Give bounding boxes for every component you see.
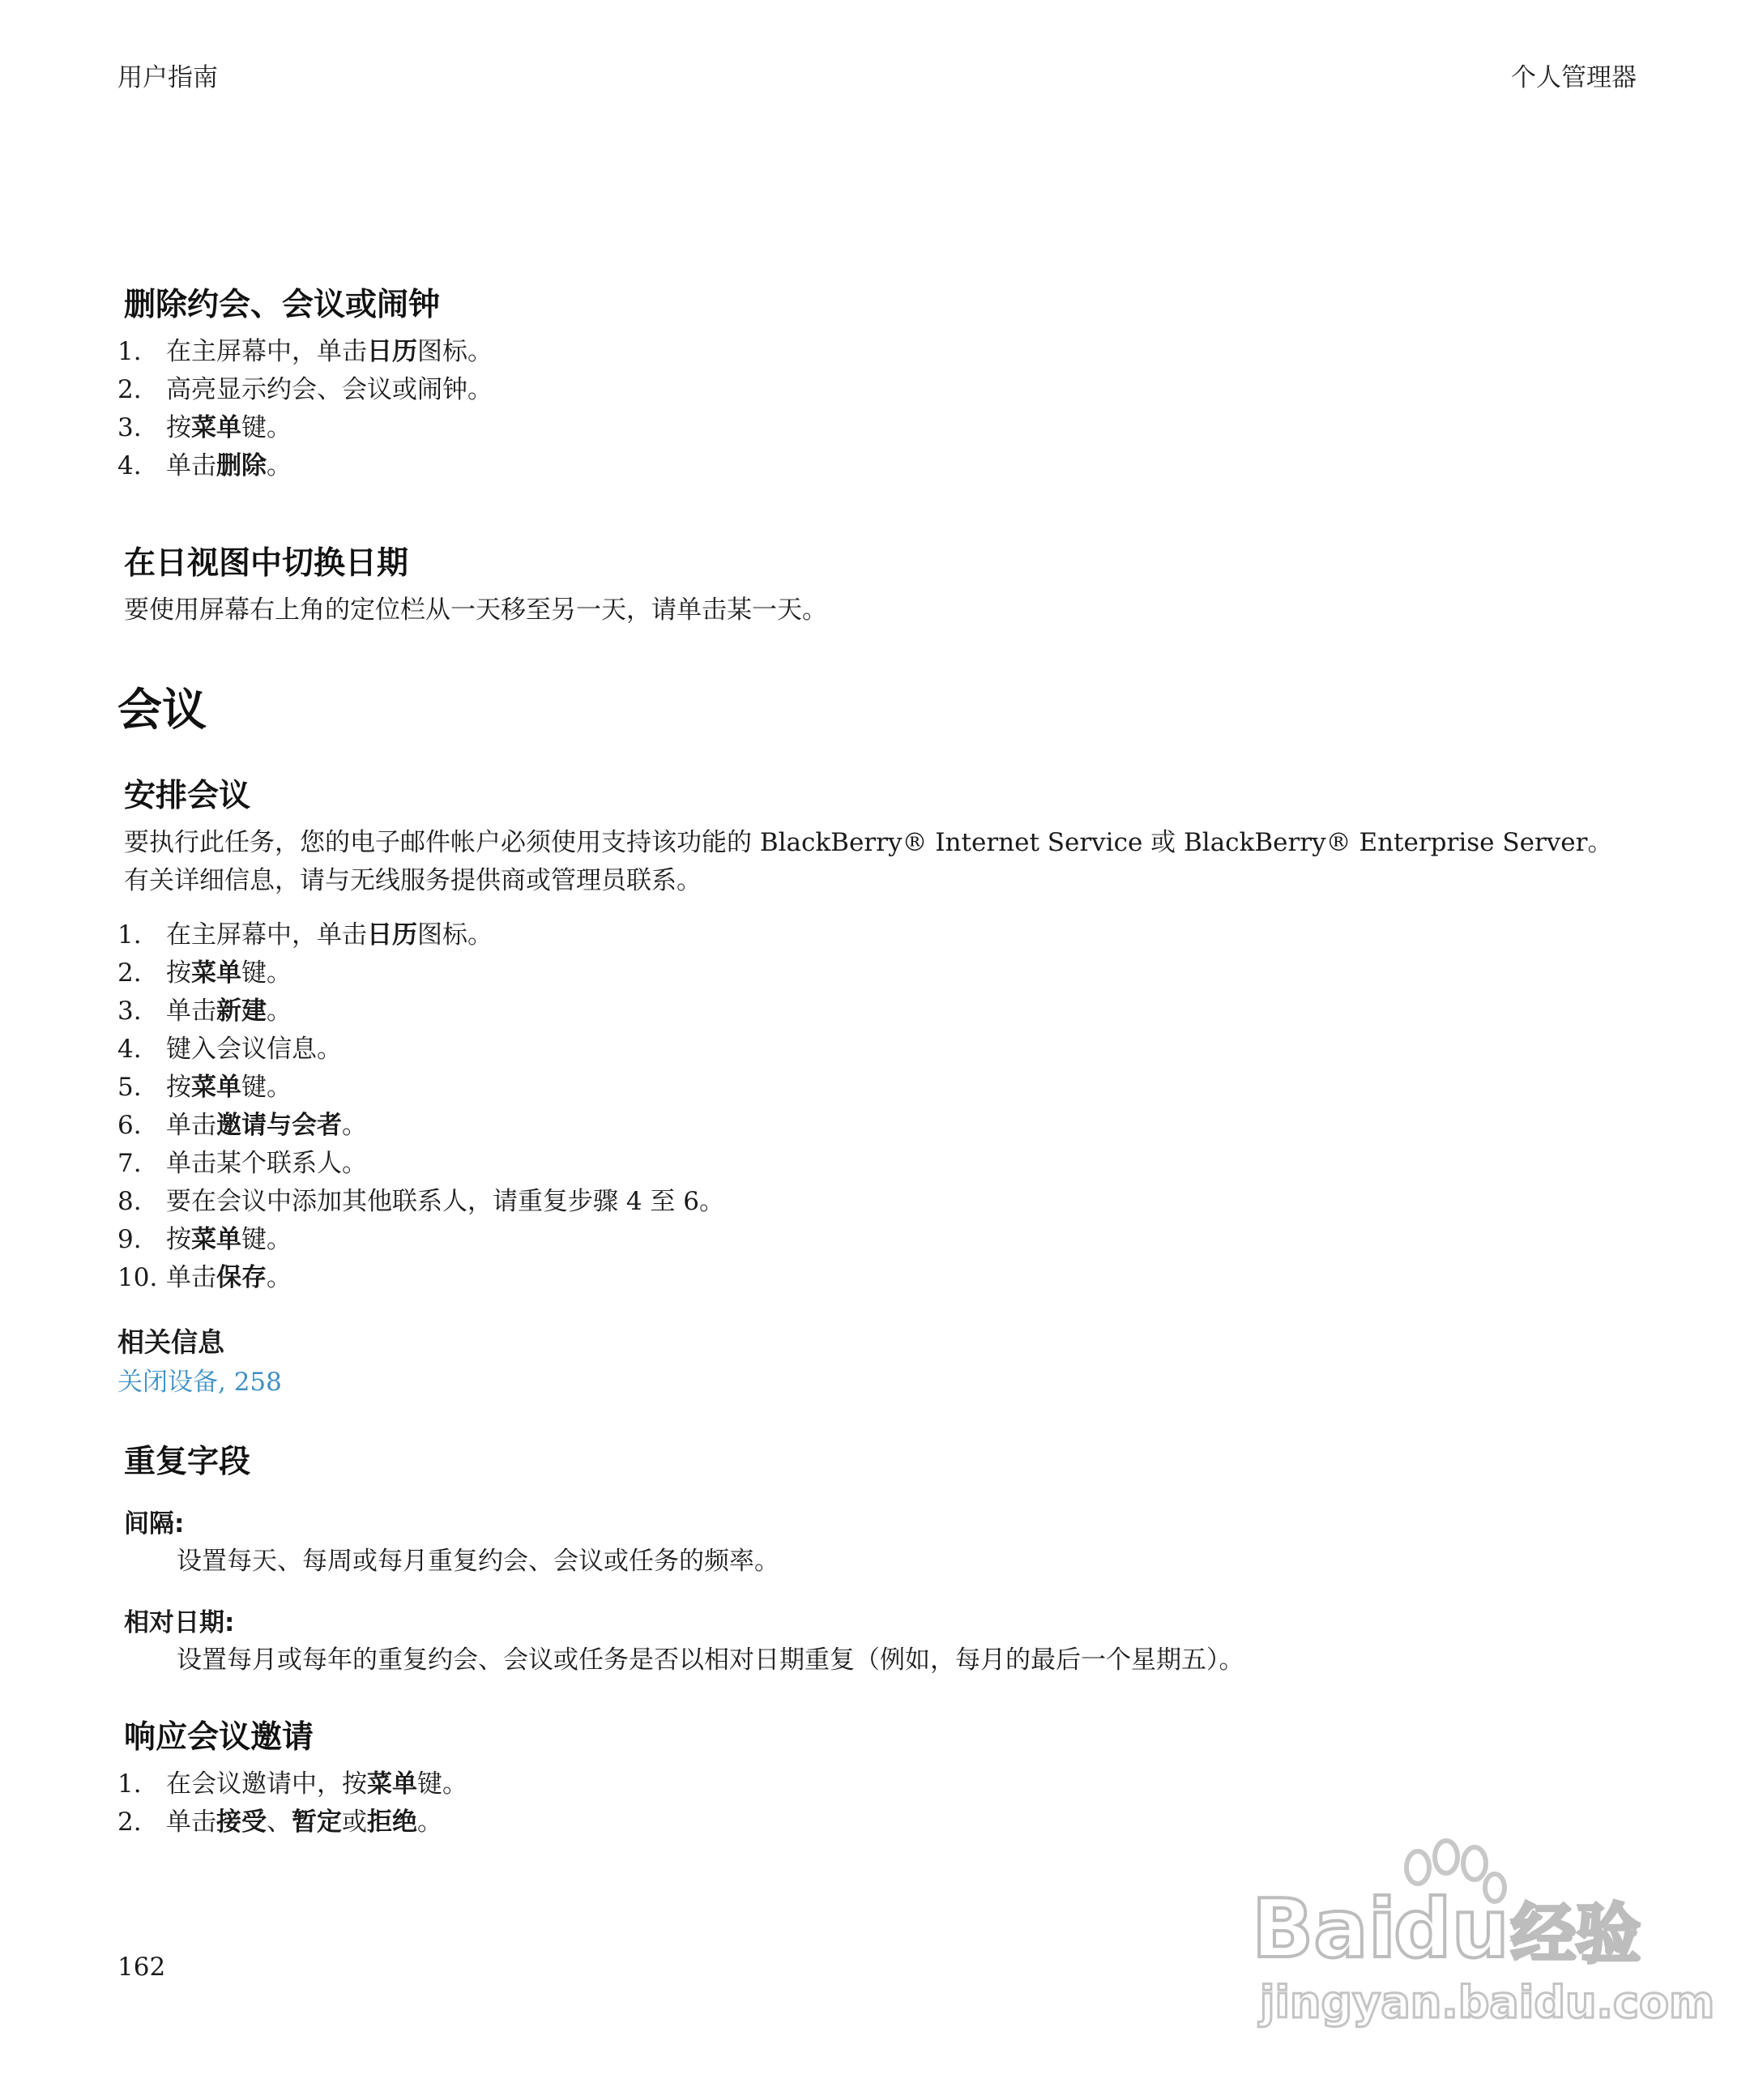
section-title-delete: 删除约会、会议或闹钟 (124, 287, 441, 323)
running-header-left: 用户指南 (117, 63, 218, 92)
baidu-watermark (1252, 1839, 1715, 2034)
steps-delete (117, 333, 1641, 485)
related-info-heading: 相关信息 (117, 1326, 224, 1358)
steps-respond (117, 1765, 1641, 1842)
list-item: 8. 要在会议中添加其他联系人，请重复步骤 4 至 6。 (117, 1187, 725, 1216)
field-description: 设置每月或每年的重复约会、会议或任务是否以相对日期重复（例如，每月的最后一个星期五）。 (177, 1645, 1244, 1675)
list-item: 7. 单击某个联系人。 (117, 1149, 367, 1178)
steps-schedule (117, 916, 1641, 1297)
section-title-schedule: 安排会议 (124, 778, 251, 814)
field-term: 相对日期: (124, 1608, 235, 1637)
chapter-title-meetings: 会议 (117, 684, 207, 736)
page-content (117, 280, 1641, 1866)
svg-text:经验: 经验 (1511, 1897, 1641, 1972)
list-item: 1. 在主屏幕中，单击日历图标。 (117, 920, 493, 950)
list-item: 4. 键入会议信息。 (117, 1035, 342, 1064)
list-item: 2. 高亮显示约会、会议或闹钟。 (117, 375, 493, 404)
baidu-paw-logo-icon (1252, 1839, 1715, 2034)
list-item: 5. 按菜单键。 (117, 1073, 292, 1102)
list-item: 2. 单击接受、暂定或拒绝。 (117, 1808, 442, 1837)
list-item: 10. 单击保存。 (117, 1263, 292, 1292)
svg-text:du: du (1394, 1881, 1509, 1976)
list-item: 4. 单击删除。 (117, 451, 292, 480)
list-item: 2. 按菜单键。 (117, 958, 292, 988)
field-description: 设置每天、每周或每月重复约会、会议或任务的频率。 (177, 1547, 779, 1576)
page-number: 162 (117, 1953, 166, 1982)
svg-text:Bai: Bai (1252, 1881, 1396, 1976)
related-info-link[interactable]: 关闭设备, 258 (117, 1368, 282, 1397)
recurrence-fields (124, 1503, 1641, 1680)
section-title-recurrence: 重复字段 (124, 1444, 251, 1480)
list-item: 9. 按菜单键。 (117, 1225, 292, 1254)
watermark-url: jingyan.baidu.com (1260, 1977, 1715, 2028)
section-title-respond: 响应会议邀请 (124, 1719, 314, 1756)
list-item: 3. 单击新建。 (117, 997, 292, 1026)
section-title-switch-date: 在日视图中切换日期 (124, 545, 409, 582)
list-item: 1. 在主屏幕中，单击日历图标。 (117, 337, 493, 366)
list-item: 1. 在会议邀请中，按菜单键。 (117, 1769, 467, 1799)
switch-date-text: 要使用屏幕右上角的定位栏从一天移至另一天，请单击某一天。 (124, 595, 827, 625)
schedule-intro-text: 要执行此任务，您的电子邮件帐户必须使用支持该功能的 BlackBerry® Internet Service 或 BlackBerry® Enterprise Server。 有关详细信息，请与无线服务提供商或管理员联系。 (124, 828, 1613, 895)
list-item: 6. 单击邀请与会者。 (117, 1111, 367, 1140)
list-item: 3. 按菜单键。 (117, 413, 292, 442)
field-term: 间隔: (124, 1509, 185, 1539)
running-header-right: 个人管理器 (1511, 63, 1637, 92)
